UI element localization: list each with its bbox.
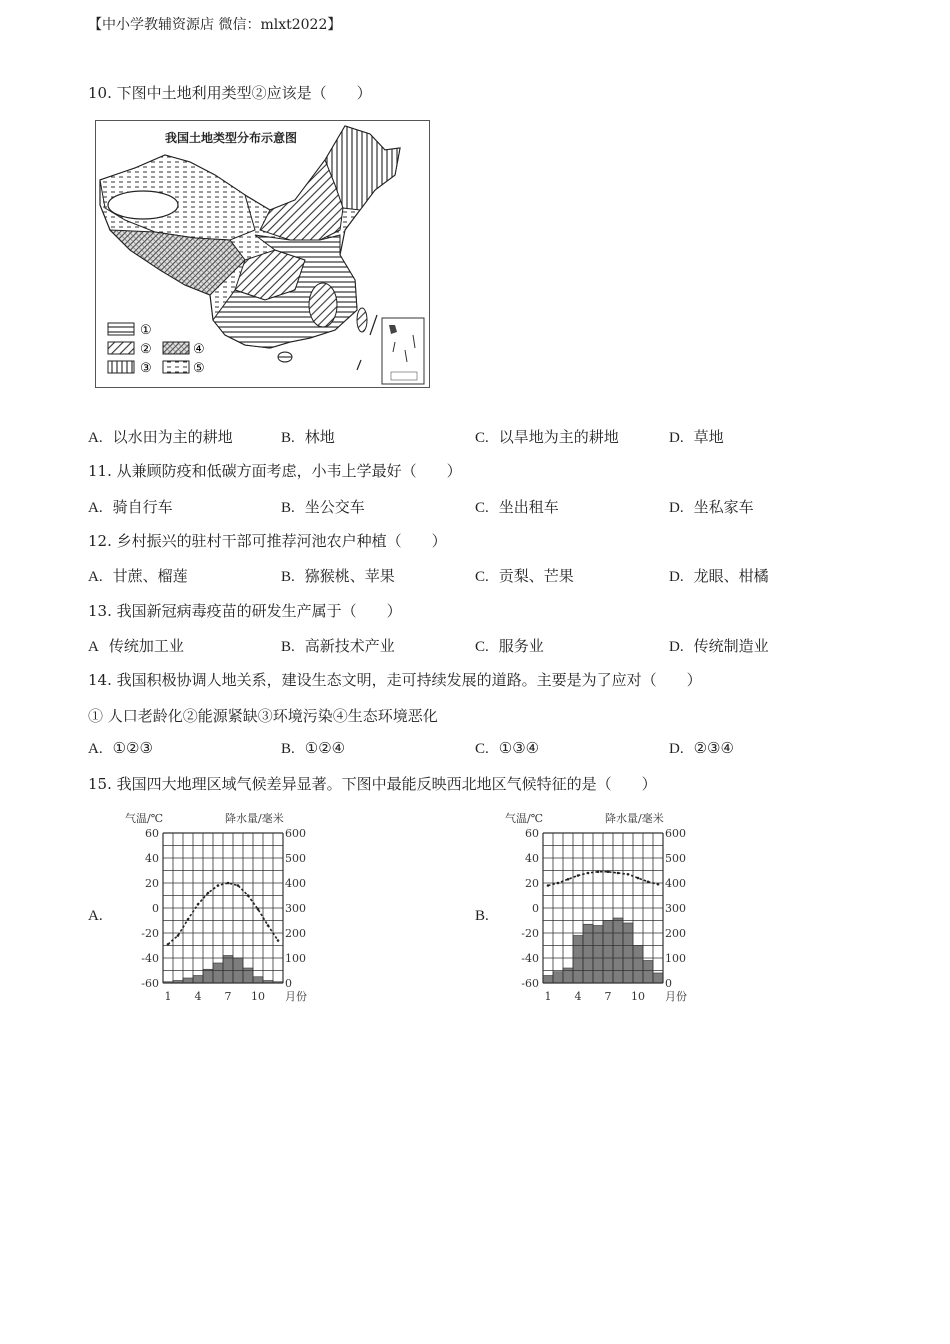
chart-a-precip-bar-4 [193,976,203,984]
chart-a-temperature-point-7 [227,882,230,885]
chart-a-temp-tick: -40 [141,952,159,965]
legend-label-4: ④ [193,342,205,357]
chart-b-temp-tick: 60 [525,827,539,840]
chart-b-temp-tick: -60 [521,977,539,990]
chart-a-precip-tick: 200 [285,927,306,940]
chart-b-temp-tick: 20 [525,877,539,890]
chart-b-precip-bar-10 [633,946,643,984]
chart-a-temperature-point-5 [207,892,210,895]
q13-option-c[interactable]: C. 服务业 [475,637,544,655]
chart-b-left-axis-title: 气温/℃ [505,812,544,825]
chart-b-temperature-point-12 [657,883,660,886]
chart-a-left-axis-title: 气温/℃ [125,812,164,825]
chart-b-temperature-point-8 [617,872,620,875]
question-10-stem: 10. 下图中土地利用类型②应该是（ ） [88,84,372,102]
chart-a-x-axis-title: 月份 [285,990,307,1003]
q10-option-b[interactable]: B. 林地 [281,428,335,446]
chart-b-month-tick: 10 [631,990,645,1003]
chart-a-month-tick: 1 [164,990,172,1003]
question-15-stem: 15. 我国四大地理区域气候差异显著。下图中最能反映西北地区气候特征的是（ ） [88,775,657,793]
climate-chart-a [115,808,335,1008]
question-13-stem: 13. 我国新冠病毒疫苗的研发生产属于（ ） [88,602,402,620]
chart-b-temperature-point-6 [597,870,600,873]
climate-chart-b [495,808,715,1008]
chart-a-right-axis-title: 降水量/毫米 [225,812,284,825]
chart-b-temperature-point-1 [547,884,550,887]
chart-a-precip-tick: 600 [285,827,306,840]
chart-b-temperature-point-9 [627,873,630,876]
question-14-statements: ① 人口老龄化②能源紧缺③环境污染④生态环境恶化 [88,707,438,725]
chart-b-temperature-point-11 [647,880,650,883]
chart-a-temperature-point-4 [197,903,200,906]
question-14-stem: 14. 我国积极协调人地关系，建设生态文明，走可持续发展的道路。主要是为了应对（ ） [88,671,702,689]
legend-label-2: ② [140,342,152,357]
chart-a-month-tick: 10 [251,990,265,1003]
q13-option-a[interactable]: A 传统加工业 [88,637,184,655]
chart-a-precip-tick: 500 [285,852,306,865]
q11-option-a[interactable]: A. 骑自行车 [88,498,173,516]
legend-label-5: ⑤ [193,361,205,376]
chart-b-temp-tick: -40 [521,952,539,965]
chart-a-precip-bar-3 [183,978,193,983]
chart-a-temp-tick: -60 [141,977,159,990]
q10-option-d[interactable]: D. 草地 [669,428,724,446]
chart-b-precip-tick: 500 [665,852,686,865]
chart-a-temperature-point-8 [237,884,240,887]
chart-b-temp-tick: 0 [532,902,539,915]
chart-b-precip-bar-12 [653,973,663,983]
chart-b-precip-tick: 200 [665,927,686,940]
chart-a-temperature-point-6 [217,884,220,887]
chart-b-precip-bar-6 [593,926,603,984]
chart-b-precip-tick: 600 [665,827,686,840]
page-header: 【中小学教辅资源店 微信：mlxt2022】 [88,17,342,33]
chart-a-precip-tick: 400 [285,877,306,890]
chart-b-temperature-point-2 [557,882,560,885]
q12-option-a[interactable]: A. 甘蔗、榴莲 [88,567,188,585]
chart-a-precip-bar-10 [253,977,263,983]
q14-option-c[interactable]: C. ①③④ [475,739,540,757]
map-title: 我国土地类型分布示意图 [165,131,298,145]
chart-a-month-tick: 4 [194,990,202,1003]
chart-a-temperature-point-11 [267,924,270,927]
question-12-stem: 12. 乡村振兴的驻村干部可推荐河池农户种植（ ） [88,532,447,550]
chart-b-precip-tick: 0 [665,977,672,990]
chart-a-precip-bar-7 [223,956,233,984]
chart-b-precip-tick: 300 [665,902,686,915]
q11-option-d[interactable]: D. 坐私家车 [669,498,754,516]
chart-a-temperature-point-9 [247,894,250,897]
chart-a-temp-tick: 60 [145,827,159,840]
chart-a-option-label[interactable]: A. [88,908,103,924]
chart-b-right-axis-title: 降水量/毫米 [605,812,664,825]
chart-a-temp-tick: 40 [145,852,159,865]
question-11-stem: 11. 从兼顾防疫和低碳方面考虑，小韦上学最好（ ） [88,462,462,480]
chart-a-temp-tick: -20 [141,927,159,940]
legend-label-3: ③ [140,361,152,376]
q11-option-c[interactable]: C. 坐出租车 [475,498,559,516]
chart-a-temperature-point-2 [177,934,180,937]
chart-a-temp-tick: 20 [145,877,159,890]
chart-b-precip-bar-1 [543,976,553,984]
chart-a-temp-tick: 0 [152,902,159,915]
chart-b-precip-bar-9 [623,923,633,983]
q12-option-b[interactable]: B. 猕猴桃、苹果 [281,567,395,585]
chart-b-option-label[interactable]: B. [475,908,489,924]
q11-option-b[interactable]: B. 坐公交车 [281,498,365,516]
q13-option-d[interactable]: D. 传统制造业 [669,637,769,655]
land-type-map [95,120,430,388]
q12-option-d[interactable]: D. 龙眼、柑橘 [669,567,769,585]
chart-b-temperature-point-7 [607,870,610,873]
chart-b-temperature-point-10 [637,877,640,880]
q13-option-b[interactable]: B. 高新技术产业 [281,637,395,655]
chart-a-precip-tick: 300 [285,902,306,915]
chart-a-temperature-point-10 [257,908,260,911]
chart-b-precip-tick: 100 [665,952,686,965]
legend-label-1: ① [140,323,152,338]
chart-b-precip-bar-7 [603,921,613,984]
q14-option-a[interactable]: A. ①②③ [88,739,153,757]
chart-a-month-tick: 7 [224,990,232,1003]
chart-b-temperature-point-3 [567,878,570,881]
chart-b-month-tick: 7 [604,990,612,1003]
chart-a-precip-bar-5 [203,969,213,983]
q10-option-c[interactable]: C. 以旱地为主的耕地 [475,428,619,446]
chart-b-temperature-point-4 [577,874,580,877]
chart-b-month-tick: 4 [574,990,582,1003]
chart-b-precip-bar-4 [573,936,583,984]
chart-b-precip-tick: 400 [665,877,686,890]
chart-b-temperature-point-5 [587,872,590,875]
chart-a-precip-tick: 100 [285,952,306,965]
q14-option-d[interactable]: D. ②③④ [669,739,734,757]
chart-b-temp-tick: 40 [525,852,539,865]
chart-b-precip-bar-2 [553,972,563,983]
chart-b-x-axis-title: 月份 [665,990,687,1003]
chart-b-temp-tick: -20 [521,927,539,940]
chart-a-temperature-point-12 [277,939,280,942]
chart-b-precip-bar-11 [643,961,653,984]
chart-b-month-tick: 1 [544,990,552,1003]
chart-a-temperature-point-1 [167,943,170,946]
chart-a-temperature-point-3 [187,918,190,921]
q10-option-a[interactable]: A. 以水田为主的耕地 [88,428,233,446]
q14-option-b[interactable]: B. ①②④ [281,739,346,757]
chart-b-precip-bar-8 [613,918,623,983]
chart-a-precip-tick: 0 [285,977,292,990]
q12-option-c[interactable]: C. 贡梨、芒果 [475,567,574,585]
chart-a-precip-bar-6 [213,963,223,983]
